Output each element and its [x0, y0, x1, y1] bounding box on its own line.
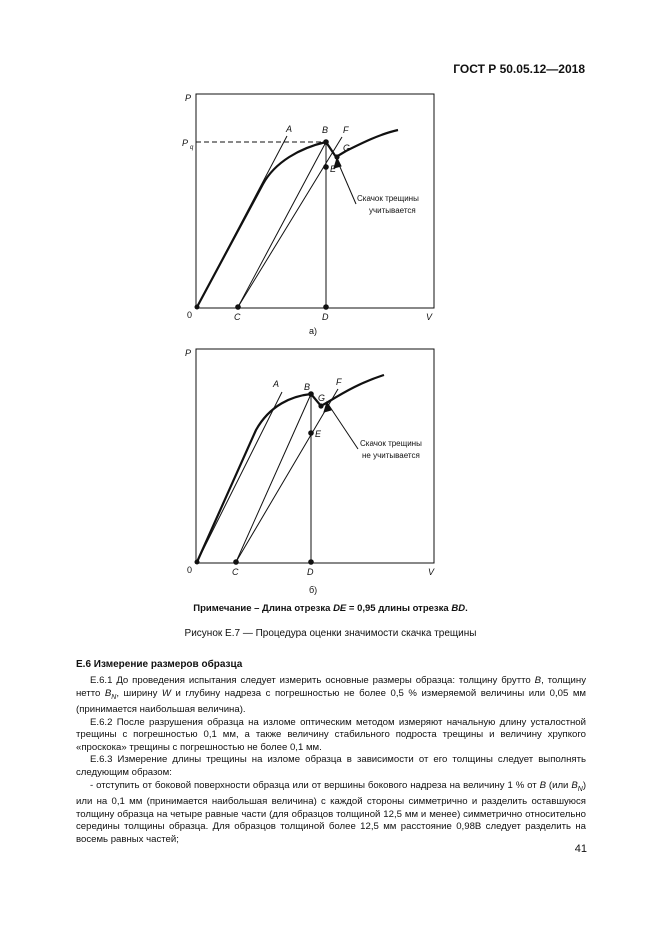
figure-a-point-d: [323, 304, 329, 310]
figure-b-point-g: [318, 403, 323, 408]
figure-a-curve-2: [326, 130, 398, 157]
figure-b-label-a: A: [273, 379, 280, 389]
figure-a-point-0: [195, 305, 200, 310]
figure-b-origin: 0: [187, 565, 193, 575]
document-code: ГОСТ Р 50.05.12—2018: [453, 62, 585, 76]
figure-b-label-e: E: [315, 429, 322, 439]
figure-b-label-g: G: [318, 393, 326, 403]
figure-a-label-c: C: [234, 312, 241, 322]
figure-b-curve: [197, 394, 311, 562]
figure-b-line-cb: [236, 394, 311, 562]
figure-a-markers: [195, 139, 340, 310]
figure-b-point-0: [195, 560, 200, 565]
figure-a-point-g: [334, 154, 339, 159]
figure-a-point-b: [323, 139, 329, 145]
figure-b-y-label: P: [185, 348, 192, 358]
paragraph-e63: Е.6.3 Измерение длины трещины на изломе образца в зависимости от его толщины следует выполнять следующим образом:: [76, 754, 586, 779]
figure-a-annotation-2: учитывается: [369, 206, 416, 215]
page-number: 41: [574, 843, 587, 855]
figure-a-line-cb: [238, 142, 326, 307]
figure-b-point-e: [308, 430, 314, 436]
figure-a-label-e: E: [330, 164, 337, 174]
paragraph-list-item: - отступить от боковой поверхности образца или от вершины бокового надреза на величину 1 % от B (или $B_N$) или на 0,1 мм (принимается наибольшая величина) с каждой стороны симметрично и разделить оставшуюся толщину образца на четыре равные части (для образцов толщиной 12,5 мм и менее) симметрично относительно середины толщины образца. Для образцов толщиной более 12,5 мм расстояние 0,98В следует разделить на восемь равных частей;: [76, 779, 587, 845]
figure-b-label-c: C: [232, 567, 239, 577]
figure-b-annotation-1: Скачок трещины: [360, 439, 422, 448]
figure-a-y-label: P: [185, 93, 192, 103]
figure-b-label-f: F: [336, 377, 342, 387]
figure-b-sublabel: б): [309, 585, 318, 595]
figure-b-markers: [195, 391, 324, 565]
figure-a-label-b: B: [322, 125, 329, 135]
figure-a-pq-label: P: [182, 138, 189, 148]
figure-b-line-cf: [236, 389, 338, 562]
figure-a-curve: [197, 142, 326, 307]
figure-a-origin: 0: [187, 310, 193, 320]
figure-a-label-a: A: [286, 124, 293, 134]
figure-a-line-a: [197, 136, 287, 307]
figure-b-point-b: [308, 391, 314, 397]
figure-b-line-a: [197, 392, 282, 562]
figure-b-annotation-2: не учитывается: [362, 451, 420, 460]
figure-b-point-c: [233, 559, 239, 565]
section-title: Е.6 Измерение размеров образца: [76, 659, 243, 670]
paragraph-e61: Е.6.1 До проведения испытания следует измерить основные размеры образца: толщину брутто B, толщину нетто $B_N$, ширину W и глубину надреза с погрешностью не более 0,5 % измеряемой величины или 0,05 мм (принимается наибольшая величина).: [76, 675, 587, 716]
figure-a-label-d: D: [322, 312, 329, 322]
figure-a-annotation-1: Скачок трещины: [357, 194, 419, 203]
body-text: [76, 675, 586, 847]
paragraph-e62: Е.6.2 После разрушения образца на изломе оптическим методом измеряют начальную длину усталостной трещины с погрешностью 0,1 мм, а также величину стабильного подроста трещины и величину хрупкого «проскока» трещины с погрешностью не более 0,1 мм.: [76, 716, 586, 753]
figure-a-point-e: [323, 164, 329, 170]
figure-a-label-f: F: [343, 125, 349, 135]
figure-b-label-b: B: [304, 382, 311, 392]
figure-a-sublabel: а): [309, 326, 318, 336]
figure-b-label-d: D: [307, 567, 314, 577]
figure-caption: Рисунок Е.7 — Процедура оценки значимости скачка трещины: [184, 628, 477, 639]
figure-a-x-label: V: [426, 312, 433, 322]
figure-a-label-g: G: [343, 143, 351, 153]
figure-b-x-label: V: [428, 567, 435, 577]
figure-a-pq-sub: q: [190, 145, 194, 151]
figure-b-point-d: [308, 559, 314, 565]
figure-a-point-c: [235, 304, 241, 310]
figure-b-leader: [328, 404, 358, 449]
figure-note: Примечание – Длина отрезка DE = 0,95 длины отрезка BD.: [193, 603, 468, 614]
